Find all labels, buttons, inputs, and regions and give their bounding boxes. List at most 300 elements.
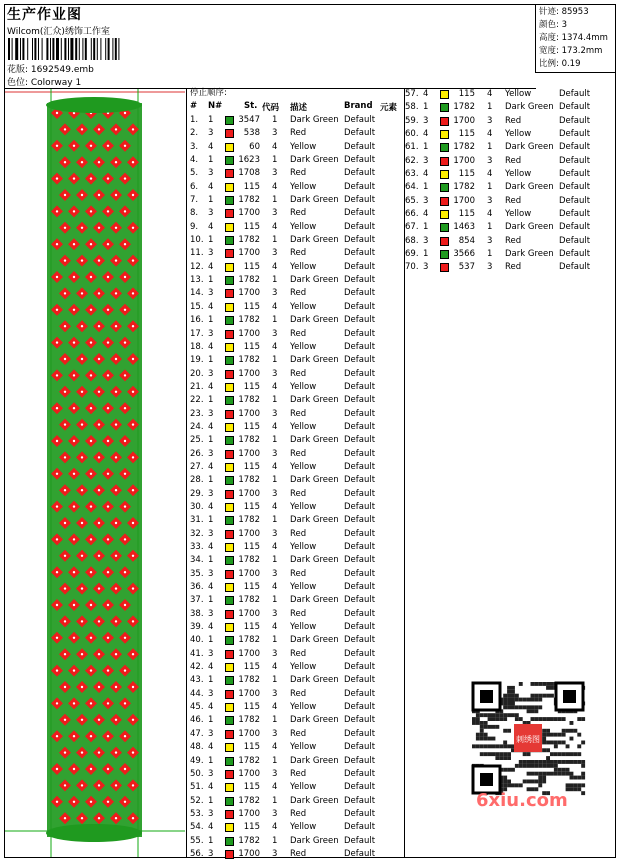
thread-brand: Default	[559, 209, 591, 220]
color-number: 3	[272, 368, 278, 379]
thread-code: 1782	[238, 715, 260, 726]
thread-brand: Default	[559, 169, 591, 180]
thread-brand: Default	[344, 368, 376, 379]
color-swatch	[225, 463, 234, 472]
color-description: Dark Green	[290, 195, 339, 206]
diamond-dot	[64, 653, 66, 655]
stop-row	[190, 381, 402, 394]
color-description: Red	[290, 688, 307, 699]
color-description: Red	[290, 488, 307, 499]
color-description: Red	[290, 728, 307, 739]
color-number: 1	[487, 222, 493, 233]
color-description: Red	[290, 408, 307, 419]
color-description: Yellow	[290, 662, 317, 673]
thread-code: 1782	[238, 355, 260, 366]
stop-row	[190, 274, 402, 287]
color-swatch	[225, 223, 234, 232]
stop-row	[190, 114, 402, 127]
color-swatch	[225, 770, 234, 779]
qr-module	[566, 752, 570, 756]
stop-row	[405, 168, 615, 181]
diamond-dot	[56, 538, 58, 540]
diamond-dot	[56, 604, 58, 606]
qr-module	[531, 780, 535, 784]
qr-module	[542, 748, 546, 752]
qr-module	[550, 772, 554, 776]
color-swatch	[225, 530, 234, 539]
stop-number: 31.	[190, 515, 204, 526]
color-swatch	[225, 236, 234, 245]
qr-module	[562, 772, 566, 776]
color-swatch	[225, 209, 234, 218]
diamond-dot	[98, 555, 100, 557]
stop-number: 12.	[190, 261, 204, 272]
color-description: Dark Green	[290, 595, 339, 606]
color-description: Yellow	[290, 822, 317, 833]
thread-brand: Default	[559, 102, 591, 113]
color-number: 3	[272, 848, 278, 859]
color-number: 1	[272, 235, 278, 246]
qr-module	[527, 780, 531, 784]
color-swatch	[225, 196, 234, 205]
qr-module	[488, 713, 492, 717]
stop-row	[190, 795, 402, 808]
barcode-bar	[52, 38, 54, 60]
needle-number: 3	[208, 568, 214, 579]
thread-code: 1700	[238, 608, 260, 619]
stop-row	[405, 128, 615, 141]
qr-module	[546, 694, 550, 698]
stop-row	[190, 514, 402, 527]
needle-number: 1	[208, 195, 214, 206]
stop-number: 52.	[190, 795, 204, 806]
qr-module	[472, 744, 476, 748]
color-swatch	[440, 197, 449, 206]
color-description: Dark Green	[290, 115, 339, 125]
thread-code: 1700	[238, 688, 260, 699]
color-swatch	[225, 490, 234, 499]
thread-code: 115	[243, 381, 260, 392]
needle-number: 1	[208, 115, 214, 125]
thread-brand: Default	[344, 608, 376, 619]
needle-number: 3	[208, 408, 214, 419]
qr-module	[538, 682, 542, 686]
color-swatch	[225, 263, 234, 272]
qr-module	[523, 752, 527, 756]
diamond-dot	[124, 735, 126, 737]
stop-number: 53.	[190, 808, 204, 819]
color-number: 3	[487, 195, 493, 206]
stop-number: 59.	[405, 115, 419, 126]
diamond-dot	[107, 604, 109, 606]
stop-row	[405, 181, 615, 194]
stop-number: 50.	[190, 768, 204, 779]
thread-brand: Default	[344, 568, 376, 579]
diamond-dot	[132, 620, 134, 622]
diamond-dot	[81, 653, 83, 655]
color-number: 3	[272, 328, 278, 339]
qr-module	[581, 717, 585, 721]
color-swatch	[225, 156, 234, 165]
stop-row	[405, 208, 615, 221]
col-desc: 描述	[290, 103, 308, 113]
needle-number: 3	[208, 768, 214, 779]
diamond-dot	[98, 456, 100, 458]
color-swatch	[225, 370, 234, 379]
qr-module	[492, 717, 496, 721]
diamond-dot	[56, 702, 58, 704]
qr-module	[554, 772, 558, 776]
diamond-dot	[64, 161, 66, 163]
qr-module	[519, 764, 523, 768]
color-number: 1	[272, 515, 278, 526]
qr-module	[534, 717, 538, 721]
diamond-dot	[73, 374, 75, 376]
color-swatch	[225, 823, 234, 832]
needle-number: 1	[208, 315, 214, 326]
color-swatch	[225, 743, 234, 752]
needle-number: 3	[208, 728, 214, 739]
qr-module	[538, 783, 542, 787]
thread-code: 1700	[453, 115, 475, 126]
qr-module	[570, 729, 574, 733]
stop-row	[190, 581, 402, 594]
thread-brand: Default	[344, 635, 376, 646]
color-description: Dark Green	[505, 142, 554, 153]
qr-module	[492, 725, 496, 729]
stop-number: 47.	[190, 728, 204, 739]
color-swatch	[225, 583, 234, 592]
thread-code: 1782	[238, 395, 260, 406]
diamond-dot	[90, 243, 92, 245]
diamond-dot	[56, 276, 58, 278]
diamond-dot	[132, 751, 134, 753]
thread-brand: Default	[559, 142, 591, 153]
diamond-dot	[64, 194, 66, 196]
design-divider	[186, 88, 187, 858]
thread-code: 3566	[453, 249, 475, 260]
color-description: Red	[505, 195, 522, 206]
barcode-bar	[32, 38, 33, 60]
color-description: Yellow	[290, 742, 317, 753]
qr-module	[503, 694, 507, 698]
qr-module	[573, 729, 577, 733]
thread-code: 1782	[238, 195, 260, 206]
qr-module	[476, 744, 480, 748]
color-description: Dark Green	[290, 475, 339, 486]
stop-row	[405, 221, 615, 234]
qr-module	[507, 783, 511, 787]
qr-module	[577, 787, 581, 791]
qr-module	[554, 744, 558, 748]
qr-module	[507, 729, 511, 733]
needle-number: 3	[208, 488, 214, 499]
thread-brand: Default	[559, 222, 591, 233]
diamond-dot	[81, 784, 83, 786]
diamond-dot	[115, 128, 117, 130]
needle-number: 3	[208, 328, 214, 339]
stop-number: 37.	[190, 595, 204, 606]
stop-number: 63.	[405, 169, 419, 180]
qr-module	[546, 733, 550, 737]
diamond-dot	[73, 801, 75, 803]
bottom-scallop	[46, 824, 142, 842]
color-number: 1	[272, 435, 278, 446]
thread-code: 1700	[238, 328, 260, 339]
needle-number: 1	[208, 595, 214, 606]
diamond-dot	[132, 391, 134, 393]
diamond-dot	[124, 768, 126, 770]
needle-number: 4	[208, 261, 214, 272]
qr-module	[581, 760, 585, 764]
qr-module	[534, 698, 538, 702]
qr-module	[554, 733, 558, 737]
qr-module	[495, 725, 499, 729]
thread-brand: Default	[344, 515, 376, 526]
qr-module	[577, 717, 581, 721]
color-swatch	[440, 250, 449, 259]
barcode-bar	[50, 38, 51, 60]
thread-code: 1700	[238, 208, 260, 219]
color-swatch	[440, 223, 449, 232]
thread-code: 1782	[238, 795, 260, 806]
stop-number: 67.	[405, 222, 419, 233]
qr-module	[511, 768, 515, 772]
thread-brand: Default	[344, 395, 376, 406]
diamond-dot	[115, 325, 117, 327]
needle-number: 1	[208, 795, 214, 806]
thread-brand: Default	[344, 768, 376, 779]
needle-number: 4	[208, 822, 214, 833]
qr-module	[554, 768, 558, 772]
qr-module	[558, 717, 562, 721]
diamond-dot	[81, 719, 83, 721]
qr-module	[550, 682, 554, 686]
thread-brand: Default	[559, 262, 591, 273]
diamond-dot	[90, 145, 92, 147]
qr-module	[507, 768, 511, 772]
qr-module	[577, 744, 581, 748]
diamond-dot	[115, 227, 117, 229]
diamond-dot	[90, 637, 92, 639]
diamond-dot	[98, 227, 100, 229]
qr-module	[519, 705, 523, 709]
color-description: Red	[290, 208, 307, 219]
color-number: 1	[487, 142, 493, 153]
thread-code: 1782	[238, 635, 260, 646]
color-swatch	[225, 330, 234, 339]
stop-row	[190, 261, 402, 274]
qr-module	[538, 717, 542, 721]
stop-number: 19.	[190, 355, 204, 366]
diamond-dot	[115, 194, 117, 196]
qr-module	[577, 776, 581, 780]
color-description: Yellow	[290, 501, 317, 512]
qr-module	[511, 705, 515, 709]
thread-code: 115	[458, 129, 475, 140]
barcode-bar	[75, 38, 77, 60]
color-number: 1	[272, 675, 278, 686]
diamond-dot	[107, 177, 109, 179]
needle-number: 1	[208, 395, 214, 406]
thread-brand: Default	[344, 435, 376, 446]
qr-module	[542, 717, 546, 721]
color-number: 1	[272, 275, 278, 286]
thread-code: 1700	[238, 408, 260, 419]
needle-number: 4	[208, 622, 214, 633]
stop-row	[190, 488, 402, 501]
color-description: Dark Green	[290, 515, 339, 526]
stop-number: 17.	[190, 328, 204, 339]
color-number: 3	[272, 528, 278, 539]
color-description: Dark Green	[290, 795, 339, 806]
thread-brand: Default	[344, 155, 376, 166]
diamond-dot	[124, 440, 126, 442]
stop-number: 51.	[190, 782, 204, 793]
thread-code: 1700	[238, 448, 260, 459]
color-description: Yellow	[290, 461, 317, 472]
diamond-dot	[56, 145, 58, 147]
qr-module	[570, 752, 574, 756]
thread-code: 115	[243, 702, 260, 713]
qr-module	[495, 756, 499, 760]
stop-row	[405, 248, 615, 261]
stop-row	[190, 501, 402, 514]
diamond-dot	[115, 555, 117, 557]
color-description: Yellow	[290, 582, 317, 593]
thread-brand: Default	[344, 488, 376, 499]
diamond-dot	[132, 817, 134, 819]
qr-module	[484, 721, 488, 725]
diamond-dot	[81, 259, 83, 261]
stop-row	[190, 674, 402, 687]
thread-brand: Default	[344, 315, 376, 326]
thread-brand: Default	[344, 475, 376, 486]
color-swatch	[440, 143, 449, 152]
qr-module	[492, 713, 496, 717]
qr-module	[499, 756, 503, 760]
needle-number: 4	[208, 221, 214, 232]
color-swatch	[225, 730, 234, 739]
qr-module	[488, 752, 492, 756]
stitch-count: 针迹: 85953	[539, 7, 589, 17]
color-number: 3	[272, 728, 278, 739]
stop-number: 11.	[190, 248, 204, 259]
color-swatch	[225, 436, 234, 445]
diamond-dot	[107, 243, 109, 245]
qr-module	[515, 698, 519, 702]
stop-number: 23.	[190, 408, 204, 419]
color-swatch	[225, 783, 234, 792]
color-swatch	[440, 157, 449, 166]
thread-brand: Default	[344, 582, 376, 593]
stop-row	[190, 194, 402, 207]
needle-number: 4	[208, 141, 214, 152]
thread-code: 115	[243, 181, 260, 192]
qr-module	[476, 721, 480, 725]
qr-module	[523, 780, 527, 784]
qr-module	[480, 752, 484, 756]
color-swatch	[225, 757, 234, 766]
thread-code: 115	[243, 221, 260, 232]
color-number: 3	[487, 115, 493, 126]
diamond-dot	[124, 637, 126, 639]
qr-module	[531, 772, 535, 776]
barcode-bar	[108, 38, 110, 60]
qr-module	[503, 752, 507, 756]
stop-row	[190, 127, 402, 140]
needle-number: 1	[208, 675, 214, 686]
color-description: Red	[290, 448, 307, 459]
stop-row	[190, 354, 402, 367]
color-swatch	[225, 716, 234, 725]
diamond-dot	[56, 210, 58, 212]
color-swatch	[225, 343, 234, 352]
diamond-dot	[107, 440, 109, 442]
diamond-dot	[81, 128, 83, 130]
qr-module	[573, 783, 577, 787]
color-description: Dark Green	[290, 675, 339, 686]
stop-number: 3.	[190, 141, 199, 152]
diamond-dot	[73, 210, 75, 212]
qr-module	[550, 733, 554, 737]
qr-module	[562, 729, 566, 733]
thread-brand: Default	[559, 129, 591, 140]
diamond-dot	[90, 341, 92, 343]
diamond-dot	[132, 423, 134, 425]
qr-module	[546, 729, 550, 733]
diamond-dot	[132, 292, 134, 294]
qr-module	[507, 686, 511, 690]
thread-brand: Default	[344, 662, 376, 673]
color-swatch	[225, 797, 234, 806]
diamond-dot	[90, 801, 92, 803]
barcode-bar	[91, 38, 92, 60]
diamond-dot	[56, 374, 58, 376]
thread-brand: Default	[344, 742, 376, 753]
stop-number: 29.	[190, 488, 204, 499]
qr-module	[499, 752, 503, 756]
qr-module	[558, 768, 562, 772]
diamond-dot	[81, 194, 83, 196]
qr-module	[542, 733, 546, 737]
color-number: 1	[272, 715, 278, 726]
diamond-dot	[56, 341, 58, 343]
diamond-dot	[64, 423, 66, 425]
needle-number: 4	[423, 89, 429, 99]
diamond-dot	[132, 227, 134, 229]
qr-module	[562, 717, 566, 721]
color-number: 3	[272, 128, 278, 139]
diamond-dot	[81, 489, 83, 491]
qr-module	[570, 737, 574, 741]
diamond-dot	[56, 407, 58, 409]
stop-number: 34.	[190, 555, 204, 566]
diamond-dot	[115, 456, 117, 458]
color-description: Red	[505, 235, 522, 246]
qr-module	[554, 760, 558, 764]
diamond-dot	[115, 423, 117, 425]
stop-number: 62.	[405, 155, 419, 166]
qr-module	[499, 717, 503, 721]
stop-row	[190, 528, 402, 541]
color-number: 1	[272, 795, 278, 806]
color-swatch	[225, 596, 234, 605]
diamond-dot	[56, 243, 58, 245]
stop-number: 28.	[190, 475, 204, 486]
qr-module	[503, 713, 507, 717]
color-number: 4	[272, 421, 278, 432]
